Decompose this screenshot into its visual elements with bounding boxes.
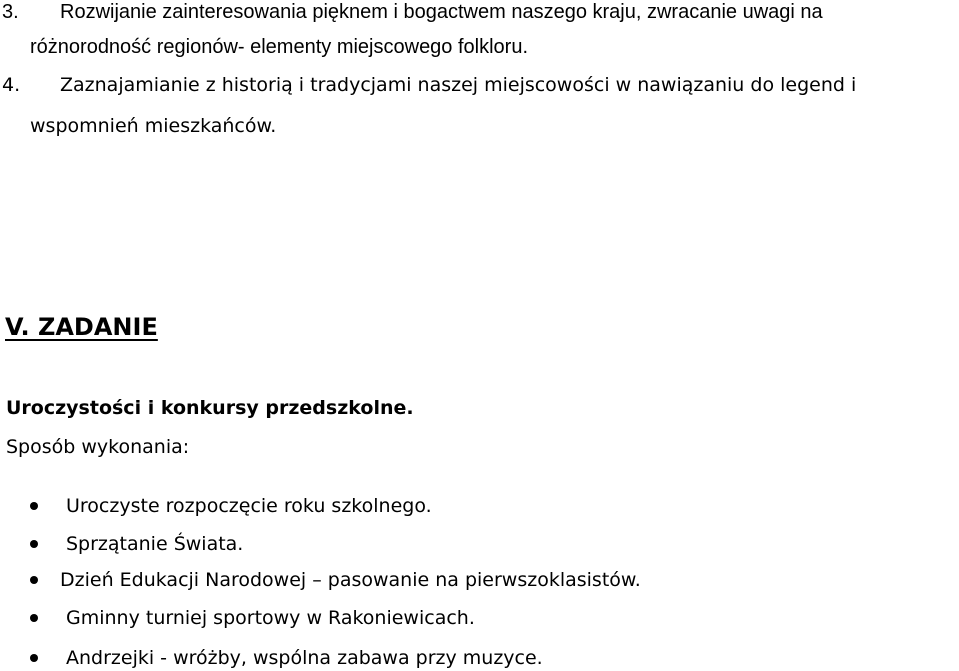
bullet-text: Uroczyste rozpoczęcie roku szkolnego. — [66, 495, 432, 517]
bullet-icon — [30, 540, 38, 548]
list-number-4: 4. — [2, 74, 21, 96]
item-3-line-2: różnorodność regionów- elementy miejscowego folkloru. — [30, 36, 529, 58]
task-subheading: Uroczystości i konkursy przedszkolne. — [6, 397, 414, 419]
bullet-icon — [30, 502, 38, 510]
item-3-line-1: Rozwijanie zainteresowania pięknem i bogactwem naszego kraju, zwracanie uwagi na — [60, 1, 823, 23]
list-number-3: 3. — [2, 1, 19, 23]
bullet-text: Dzień Edukacji Narodowej – pasowanie na pierwszoklasistów. — [60, 569, 641, 591]
bullet-icon — [30, 576, 38, 584]
bullet-text: Sprzątanie Świata. — [66, 533, 244, 555]
section-heading: V. ZADANIE — [5, 313, 158, 341]
method-label: Sposób wykonania: — [6, 436, 190, 458]
item-4-line-1: Zaznajamianie z historią i tradycjami naszej miejscowości w nawiązaniu do legend i — [60, 74, 857, 96]
bullet-text: Andrzejki - wróżby, wspólna zabawa przy muzyce. — [66, 647, 543, 669]
bullet-icon — [30, 614, 38, 622]
bullet-text: Gminny turniej sportowy w Rakoniewicach. — [66, 607, 475, 629]
item-4-line-2: wspomnień mieszkańców. — [30, 115, 277, 137]
bullet-icon — [30, 654, 38, 662]
